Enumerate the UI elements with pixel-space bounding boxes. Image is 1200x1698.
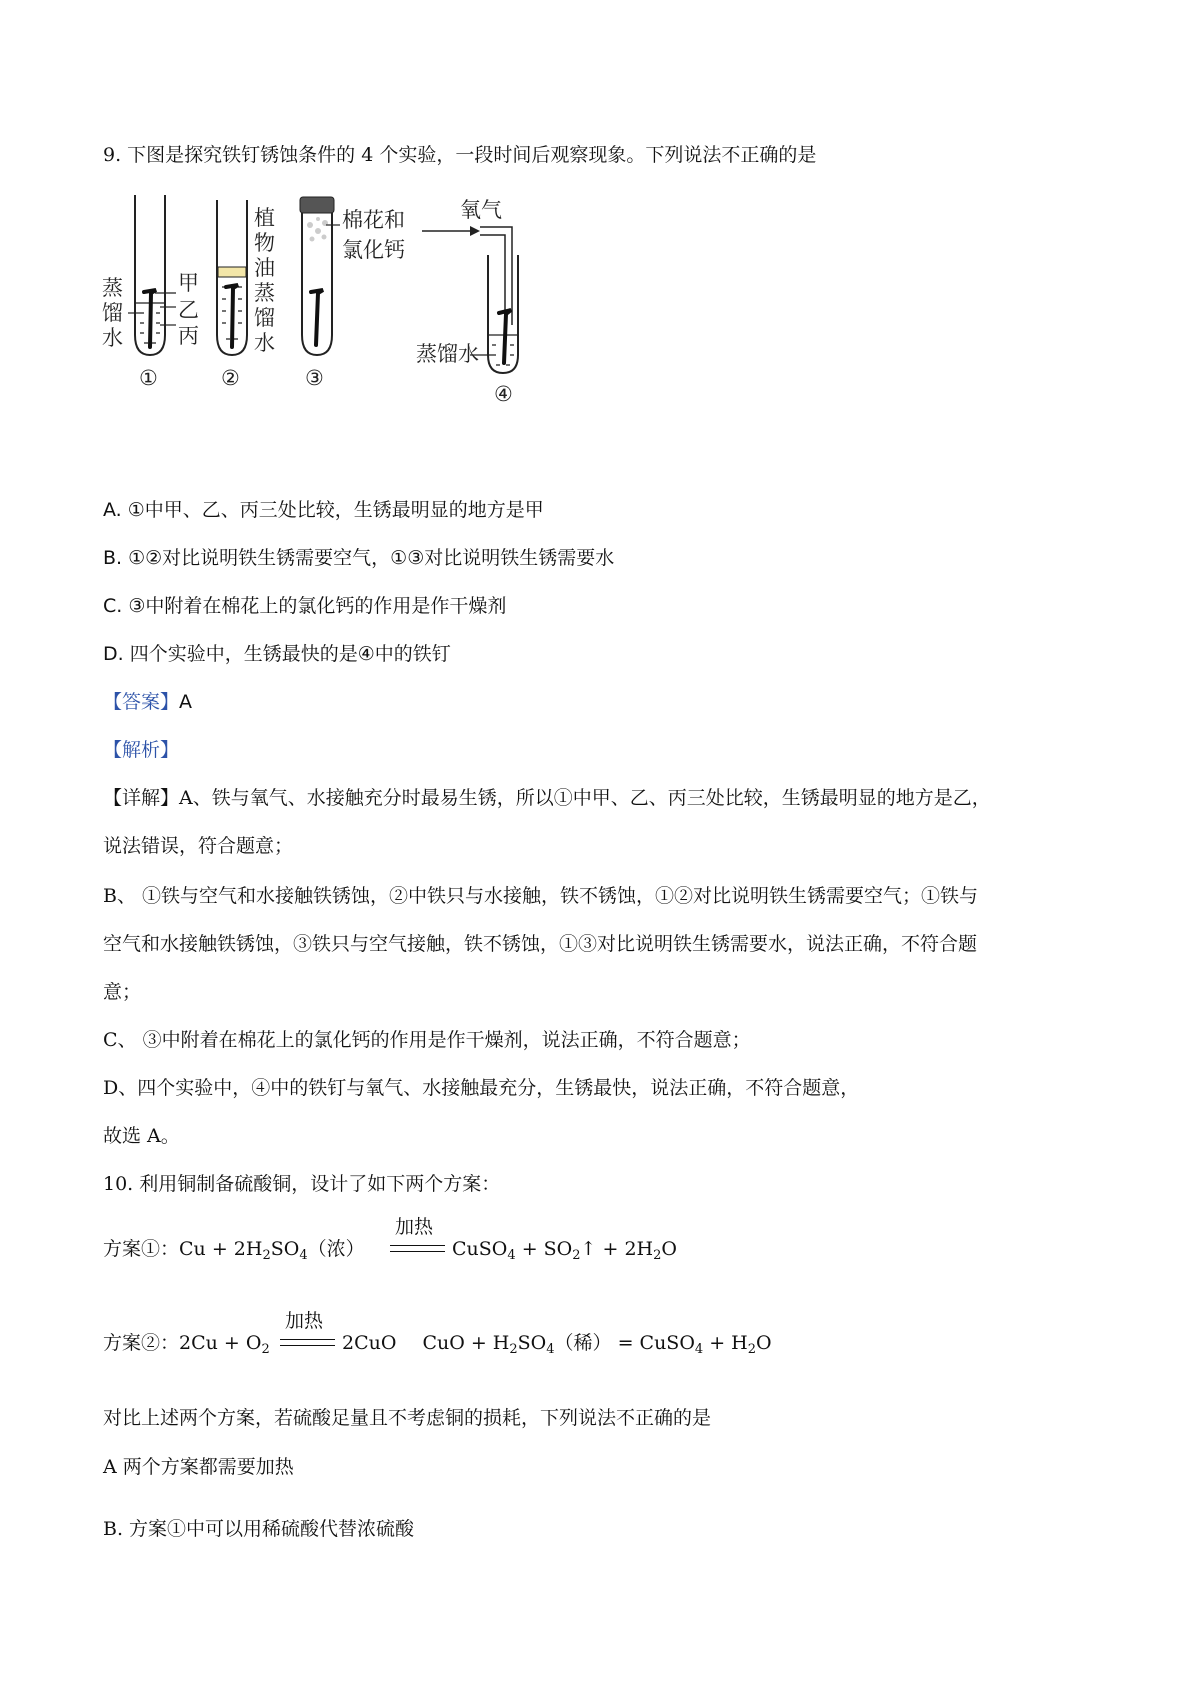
eq-text: （浓） <box>307 1238 365 1260</box>
eq-text: CuSO <box>452 1238 508 1260</box>
eq-sub: 2 <box>262 1248 271 1263</box>
eq-sub: 4 <box>507 1248 516 1263</box>
scheme1-products <box>452 1236 677 1262</box>
eq-text: O <box>661 1238 677 1260</box>
eq-text: SO <box>270 1238 300 1260</box>
point-yi: 乙 <box>178 298 199 322</box>
tube2-label-char: 馏 <box>254 306 275 330</box>
scheme1-condition: 加热 <box>395 1216 434 1238</box>
eq-text: 2CuO <box>342 1332 397 1354</box>
rusting-experiment-figure <box>100 195 580 440</box>
point-bing: 丙 <box>178 324 199 348</box>
detail-line-4: 空气和水接触铁锈蚀，③铁只与空气接触，铁不锈蚀，①③对比说明铁生锈需要水，说法正确，不符合题 <box>103 933 978 955</box>
eq-sub: 2 <box>653 1248 662 1263</box>
scheme2-prefix: 方案②： <box>103 1332 180 1354</box>
detail-line-2: 说法错误，符合题意； <box>103 835 294 857</box>
eq-sub: 4 <box>546 1342 555 1357</box>
q10-stem: 10. 利用铜制备硫酸铜，设计了如下两个方案： <box>103 1173 501 1195</box>
eq-text: CuO + H <box>422 1332 510 1354</box>
test-tube-4 <box>416 198 518 406</box>
eq-sub: 2 <box>261 1342 270 1357</box>
tube1-number: ① <box>139 366 158 390</box>
detail-line-3: B、 ①铁与空气和水接触铁锈蚀，②中铁只与水接触，铁不锈蚀，①②对比说明铁生锈需要空气；①铁与 <box>103 885 979 907</box>
tube2-label-char: 蒸 <box>254 281 275 305</box>
detail-line-6: C、 ③中附着在棉花上的氯化钙的作用是作干燥剂，说法正确，不符合题意； <box>103 1029 751 1051</box>
eq-text: O <box>756 1332 772 1354</box>
detail-line-7: D、四个实验中，④中的铁钉与氧气、水接触最充分，生锈最快，说法正确，不符合题意， <box>103 1077 860 1099</box>
tube1-label-char: 馏 <box>102 301 123 325</box>
q10-question: 对比上述两个方案，若硫酸足量且不考虑铜的损耗，下列说法不正确的是 <box>103 1407 712 1429</box>
scheme2-equation-1 <box>103 1330 270 1356</box>
eq-sub: 4 <box>694 1342 704 1357</box>
cotton-label: 棉花和 <box>342 208 405 232</box>
q9-stem: 9. 下图是探究铁钉锈蚀条件的 4 个实验，一段时间后观察现象。下列说法不正确的是 <box>103 144 817 166</box>
eq-text: + SO <box>515 1238 573 1260</box>
eq-text: 2Cu + O <box>179 1332 262 1354</box>
eq-text: + H <box>703 1332 748 1354</box>
tube2-label-char: 物 <box>254 231 275 255</box>
scheme1-equation <box>103 1236 365 1262</box>
q9-option-c: C. ③中附着在棉花上的氯化钙的作用是作干燥剂 <box>103 595 507 617</box>
q9-option-d: D. 四个实验中，生锈最快的是④中的铁钉 <box>103 643 451 665</box>
tube4-number: ④ <box>494 382 513 406</box>
eq-sub: 2 <box>509 1342 518 1357</box>
answer-value: A <box>179 691 193 713</box>
eq-sub: 2 <box>747 1342 757 1357</box>
iron-nail-3 <box>311 290 323 345</box>
scheme2-condition: 加热 <box>285 1310 324 1332</box>
detail-text: A、铁与氧气、水接触充分时最易生锈，所以①中甲、乙、丙三处比较，生锈最明显的地方是乙， <box>179 787 991 809</box>
q10-option-b: B. 方案①中可以用稀硫酸代替浓硫酸 <box>103 1518 415 1540</box>
test-tube-1 <box>102 195 199 390</box>
q10-option-a: A 两个方案都需要加热 <box>103 1456 294 1478</box>
tube2-label-char: 油 <box>254 256 275 280</box>
tube3-number: ③ <box>305 366 324 390</box>
eq-text: Cu + 2H <box>179 1238 263 1260</box>
eq-sub: 4 <box>299 1248 308 1263</box>
analysis-line <box>103 737 179 763</box>
iron-nail-4 <box>499 310 511 363</box>
detail-line-1 <box>103 785 991 811</box>
vegetable-oil-layer <box>218 267 246 277</box>
scheme1-equals-sign <box>390 1245 445 1252</box>
detail-line-5: 意； <box>103 981 142 1003</box>
test-tube-2 <box>217 200 275 390</box>
tube2-label-char: 植 <box>254 206 275 230</box>
answer-tag: 【答案】 <box>103 691 180 713</box>
eq-sub: 2 <box>572 1248 581 1263</box>
distilled-water-label: 蒸馏水 <box>416 342 479 366</box>
calcium-chloride-label: 氯化钙 <box>342 238 405 262</box>
stopper <box>300 197 334 213</box>
tube1-label-char: 水 <box>102 326 123 350</box>
q9-option-a: A. ①中甲、乙、丙三处比较，生锈最明显的地方是甲 <box>103 499 544 521</box>
test-tube-3 <box>300 197 405 390</box>
point-jia: 甲 <box>178 271 199 295</box>
scheme2-equals-sign <box>280 1339 335 1346</box>
detail-line-8: 故选 A。 <box>103 1125 180 1147</box>
detail-tag: 【详解】 <box>103 787 180 809</box>
analysis-tag: 【解析】 <box>103 739 180 761</box>
eq-text: ↑ + 2H <box>580 1238 654 1260</box>
tube2-label-char: 水 <box>254 331 275 355</box>
eq-text: SO <box>517 1332 547 1354</box>
scheme1-prefix: 方案①： <box>103 1238 180 1260</box>
eq-text: （稀） = CuSO <box>554 1332 695 1354</box>
q9-option-b: B. ①②对比说明铁生锈需要空气，①③对比说明铁生锈需要水 <box>103 547 615 569</box>
oxygen-label: 氧气 <box>460 198 502 222</box>
tube1-label-char: 蒸 <box>102 276 123 300</box>
iron-nail-2 <box>226 285 238 347</box>
tube2-number: ② <box>221 366 240 390</box>
answer-line <box>103 689 192 715</box>
scheme2-equation-rest <box>342 1330 772 1356</box>
iron-nail-1 <box>144 290 156 347</box>
